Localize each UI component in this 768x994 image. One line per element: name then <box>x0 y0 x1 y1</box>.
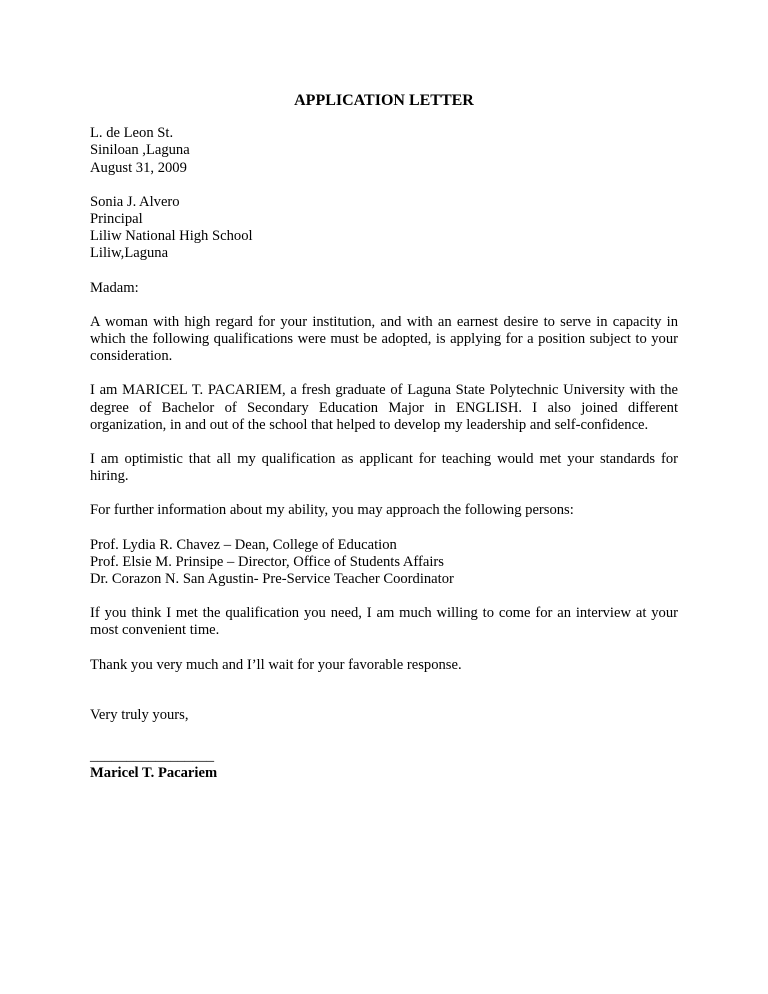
body-paragraph-2: I am MARICEL T. PACARIEM, a fresh graduate of Laguna State Polytechnic University with the degree of Bachelor of Secondary Education Major in ENGLISH. I also joined different organization, in and out of the school that helped to develop my leadership and self-confidence. <box>90 382 678 433</box>
body-paragraph-5: If you think I met the qualification you need, I am much willing to come for an interview at your most convenient time. <box>90 605 678 639</box>
recipient-name: Sonia J. Alvero <box>90 193 180 210</box>
reference-item: Dr. Corazon N. San Agustin- Pre-Service Teacher Coordinator <box>90 571 454 588</box>
letter-page <box>90 92 678 782</box>
sender-street: L. de Leon St. <box>90 125 174 142</box>
recipient-address-line: Liliw,Laguna <box>90 245 169 262</box>
body-paragraph-3: I am optimistic that all my qualification as applicant for teaching would met your standards for hiring. <box>90 451 678 485</box>
body-paragraph-6: Thank you very much and I’ll wait for your favorable response. <box>90 656 462 673</box>
body-paragraph-4: For further information about my ability, you may approach the following persons: <box>90 502 574 519</box>
sender-city: Siniloan ,Laguna <box>90 142 190 159</box>
signature-name: Maricel T. Pacariem <box>90 765 218 782</box>
signature-line: _________________ <box>90 748 215 765</box>
recipient-address <box>90 194 678 263</box>
sender-address <box>90 125 678 177</box>
reference-list <box>90 537 678 589</box>
complimentary-close: Very truly yours, <box>90 706 189 723</box>
reference-item: Prof. Lydia R. Chavez – Dean, College of Education <box>90 536 397 553</box>
salutation: Madam: <box>90 279 139 296</box>
recipient-position: Principal <box>90 211 143 228</box>
recipient-school: Liliw National High School <box>90 228 253 245</box>
body-paragraph-1: A woman with high regard for your institution, and with an earnest desire to serve in capacity in which the following qualifications were must be adopted, is applying for a position subject to your consideration. <box>90 313 678 365</box>
letter-date: August 31, 2009 <box>90 159 187 176</box>
reference-item: Prof. Elsie M. Prinsipe – Director, Office of Students Affairs <box>90 553 444 570</box>
letter-title: APPLICATION LETTER <box>294 92 474 109</box>
